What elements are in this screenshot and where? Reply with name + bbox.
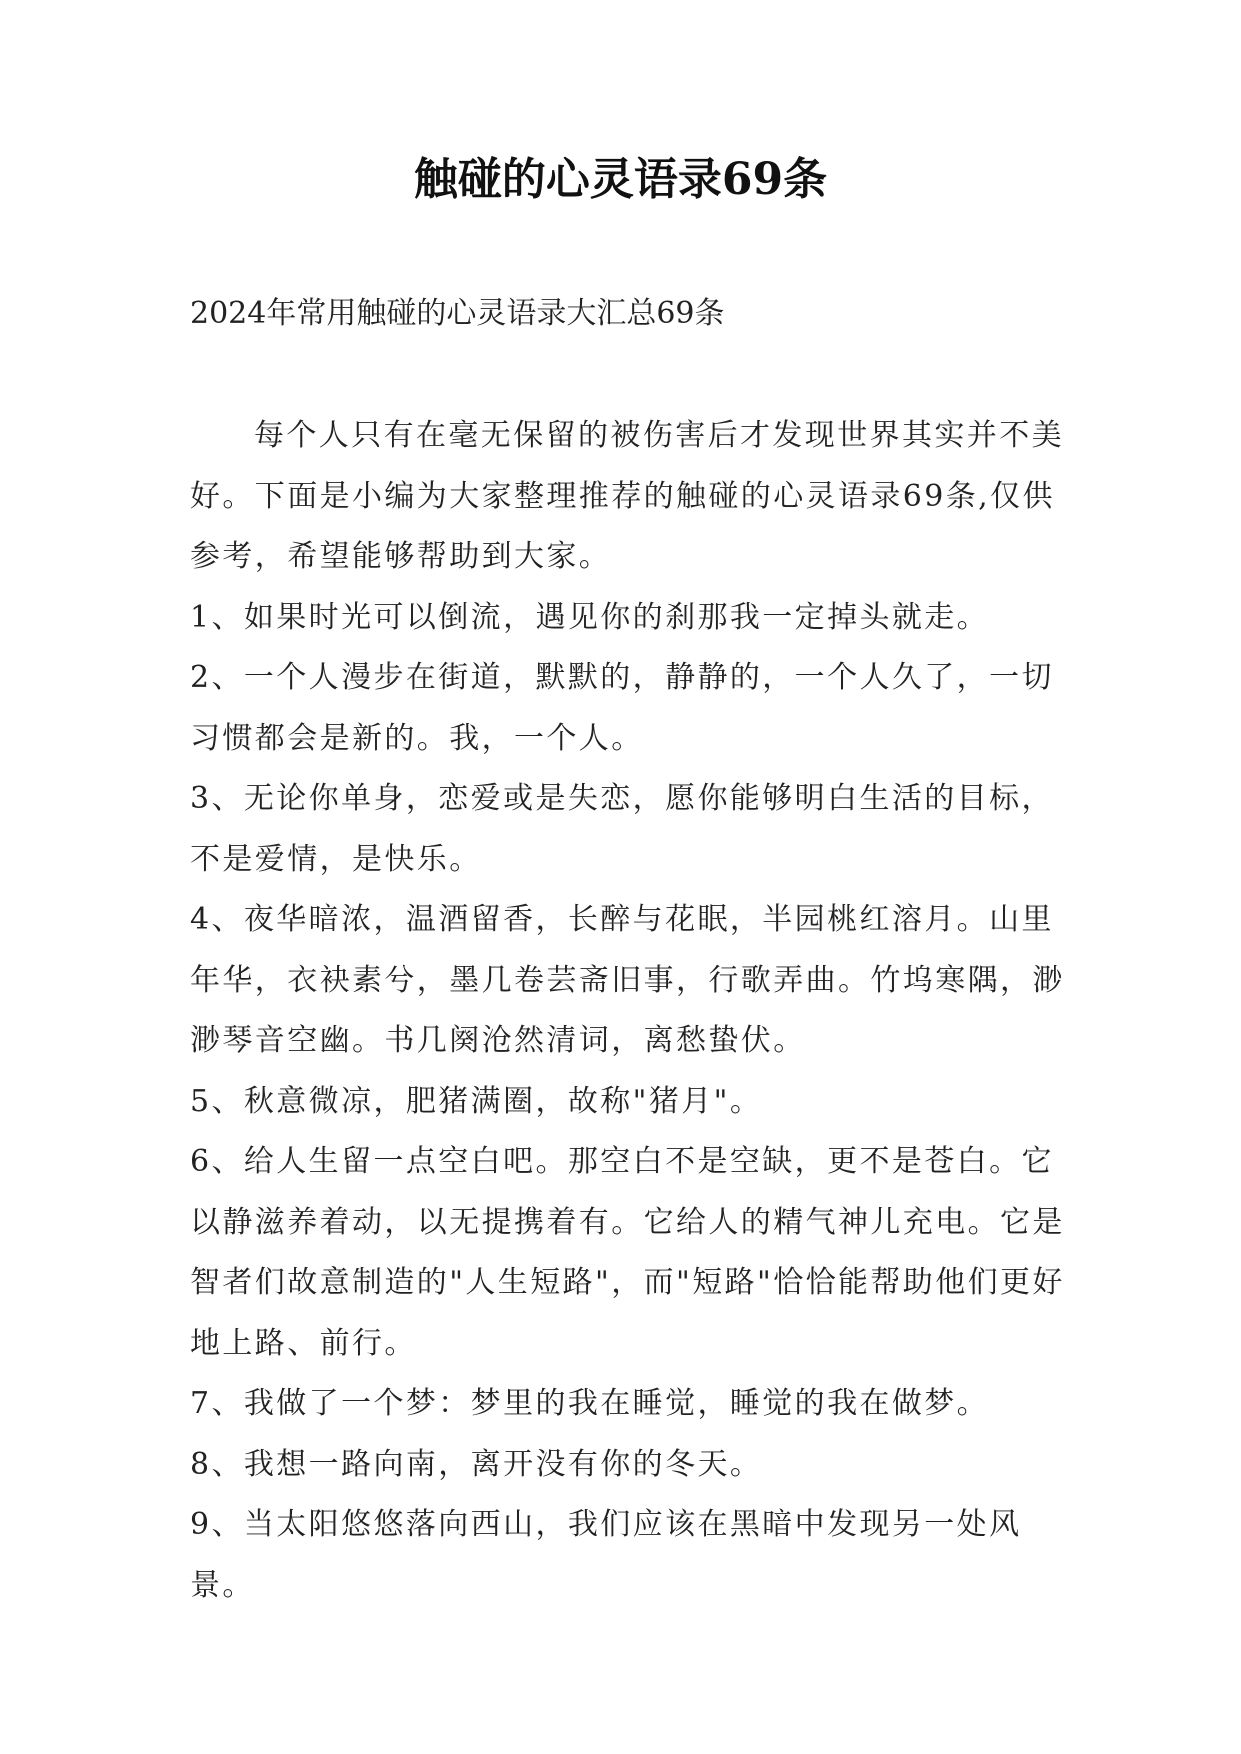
quote-item-6: 6、给人生留一点空白吧。那空白不是空缺，更不是苍白。它以静滋养着动，以无提携着有。它给人的精气神儿充电。它是智者们故意制造的"人生短路"，而"短路"恰恰能帮助他们更好地上路、前行。 <box>190 1144 1065 1361</box>
document-title: 触碰的心灵语录69条 <box>413 154 828 205</box>
quote-item-3: 3、无论你单身，恋爱或是失恋，愿你能够明白生活的目标，不是爱情，是快乐。 <box>190 781 1054 877</box>
quote-item-7: 7、我做了一个梦：梦里的我在睡觉，睡觉的我在做梦。 <box>190 1386 990 1421</box>
document-subtitle: 2024年常用触碰的心灵语录大汇总69条 <box>190 296 725 331</box>
quote-item-5: 5、秋意微凉，肥猪满圈，故称"猪月"。 <box>190 1083 763 1119</box>
quote-item-1: 1、如果时光可以倒流，遇见你的刹那我一定掉头就走。 <box>190 599 990 635</box>
intro-paragraph: 每个人只有在毫无保留的被伤害后才发现世界其实并不美好。下面是小编为大家整理推荐的触碰的心灵语录69条,仅供参考，希望能够帮助到大家。 <box>190 418 1064 574</box>
quote-item-4: 4、夜华暗浓，温酒留香，长醉与花眠，半园桃红溶月。山里年华，衣袂素兮，墨几卷芸斋旧事，行歌弄曲。竹坞寒隅，渺渺琴音空幽。书几阕沧然清词，离愁蛰伏。 <box>190 902 1065 1058</box>
quote-item-2: 2、一个人漫步在街道，默默的，静静的，一个人久了，一切习惯都会是新的。我，一个人。 <box>190 660 1054 756</box>
quote-item-9: 9、当太阳悠悠落向西山，我们应该在黑暗中发现另一处风景。 <box>190 1507 1022 1603</box>
document-body <box>190 406 1070 1616</box>
quote-item-8: 8、我想一路向南，离开没有你的冬天。 <box>190 1446 763 1482</box>
